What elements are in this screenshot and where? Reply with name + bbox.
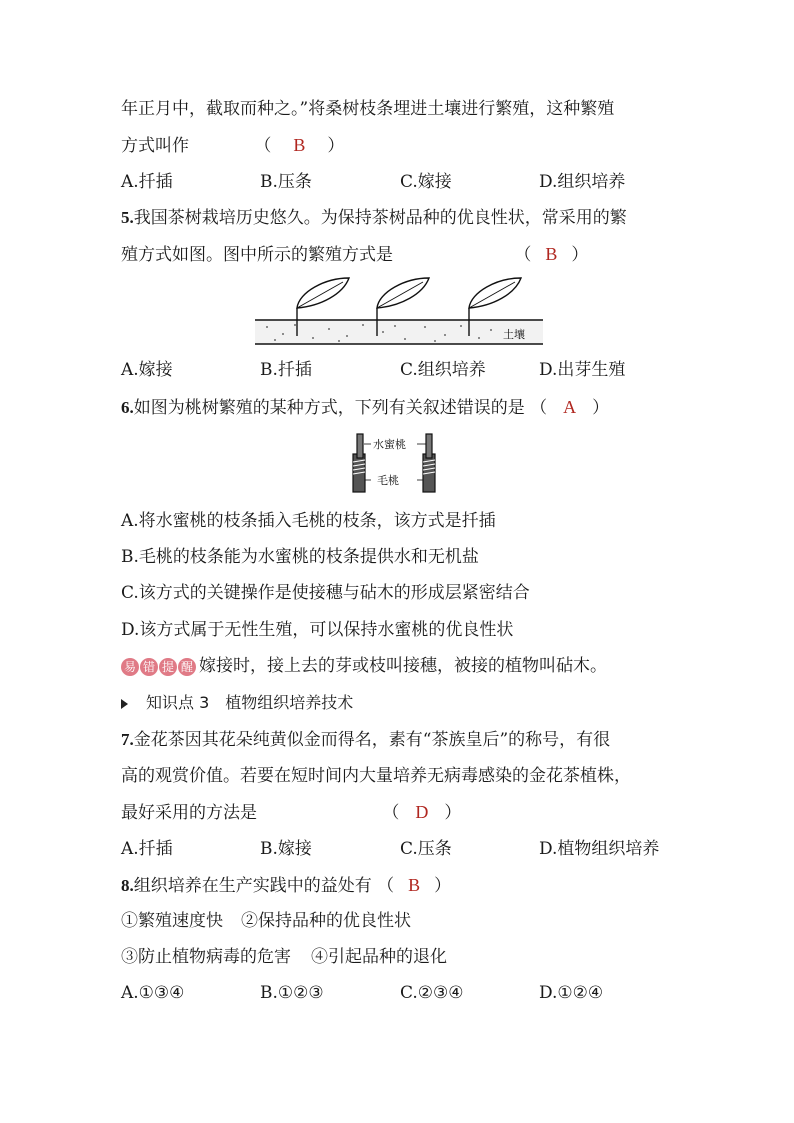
q4-answer: B: [293, 135, 306, 155]
q8-stem: 组织培养在生产实践中的益处有: [133, 876, 372, 896]
q5-option-c: C.组织培养: [400, 360, 486, 380]
q4-text-line-1: 年正月中，截取而种之。”将桑树枝条埋进土壤进行繁殖，这种繁殖: [121, 99, 615, 119]
rootstock-label: 毛桃: [377, 474, 399, 487]
q6-text-line-1: 6.如图为桃树繁殖的某种方式，下列有关叙述错误的是 （ A ）: [121, 397, 610, 418]
q7-number: 7.: [121, 730, 134, 749]
q7-text-line-2: 高的观赏价值。若要在短时间内大量培养无病毒感染的金花茶植株，: [121, 766, 631, 786]
triangle-bullet-icon: [121, 699, 128, 709]
q5-option-d: D.出芽生殖: [539, 360, 626, 380]
grafting-figure: [347, 430, 443, 496]
q4-option-b: B.压条: [260, 172, 312, 192]
q7-option-b: B.嫁接: [260, 839, 312, 859]
scion-label: 水蜜桃: [373, 438, 406, 451]
q4-text-line-2: 方式叫作 （ B ）: [121, 135, 345, 156]
q8-item-3: ③防止植物病毒的危害: [121, 947, 291, 967]
q7-stem-3: 最好采用的方法是: [121, 803, 257, 823]
q7-option-c: C.压条: [400, 839, 452, 859]
q5-option-a: A.嫁接: [121, 360, 173, 380]
q7-text-line-1: [121, 728, 610, 752]
q6-option-b: B.毛桃的枝条能为水蜜桃的枝条提供水和无机盐: [121, 547, 479, 567]
tip-badge: 易 错 提 醒: [121, 658, 197, 676]
q8-item-4: ④引起品种的退化: [311, 947, 447, 967]
q8-items-line-2: [121, 945, 447, 969]
q6-number: 6.: [121, 398, 134, 417]
q8-option-d: D.①②④: [539, 983, 604, 1003]
q7-option-d: D.植物组织培养: [539, 839, 660, 859]
error-tip: [121, 654, 607, 678]
q6-option-a: A.将水蜜桃的枝条插入毛桃的枝条，该方式是扦插: [121, 511, 496, 531]
q6-answer: A: [563, 397, 577, 417]
q7-answer: D: [415, 802, 429, 822]
q8-answer: B: [408, 875, 421, 895]
q8-option-b: B.①②③: [260, 983, 324, 1003]
section-label: 知识点 3: [146, 693, 210, 712]
q4-option-d: D.组织培养: [539, 172, 626, 192]
q7-option-a: A.扦插: [121, 839, 173, 859]
q4-stem-end: 方式叫作: [121, 136, 189, 156]
q8-options: [121, 981, 681, 1005]
section-header: [121, 691, 353, 715]
q4-option-a: A.扦插: [121, 172, 173, 192]
q4-options: [121, 170, 681, 194]
q8-item-2: ②保持品种的优良性状: [241, 911, 411, 931]
q5-number: 5.: [121, 208, 134, 227]
q5-stem-1: 我国茶树栽培历史悠久。为保持茶树品种的优良性状，常采用的繁: [133, 208, 627, 228]
section-title: 植物组织培养技术: [225, 693, 354, 712]
q4-option-c: C.嫁接: [400, 172, 452, 192]
q6-stem: 如图为桃树繁殖的某种方式，下列有关叙述错误的是: [133, 398, 525, 418]
q5-text-line-1: [121, 206, 627, 230]
q5-text-line-2: 殖方式如图。图中所示的繁殖方式是 （ B ）: [121, 244, 589, 265]
q7-text-line-3: 最好采用的方法是 （ D ）: [121, 802, 462, 823]
cutting-figure: [255, 272, 545, 346]
q8-option-c: C.②③④: [400, 983, 464, 1003]
q8-option-a: A.①③④: [121, 983, 185, 1003]
q7-stem-1: 金花茶因其花朵纯黄似金而得名，素有“茶族皇后”的称号，有很: [133, 730, 611, 750]
q5-option-b: B.扦插: [260, 360, 312, 380]
q8-items-line-1: [121, 909, 411, 933]
q6-option-d: D.该方式属于无性生殖，可以保持水蜜桃的优良性状: [121, 620, 514, 640]
q8-number: 8.: [121, 876, 134, 895]
q8-item-1: ①繁殖速度快: [121, 911, 223, 931]
q7-options: [121, 837, 681, 861]
q5-answer: B: [545, 244, 558, 264]
q5-stem-2: 殖方式如图。图中所示的繁殖方式是: [121, 245, 393, 265]
q6-option-c: C.该方式的关键操作是使接穗与砧木的形成层紧密结合: [121, 583, 530, 603]
soil-label: 土壤: [503, 328, 525, 341]
tip-text: 嫁接时，接上去的芽或枝叫接穗，被接的植物叫砧木。: [199, 656, 607, 676]
q8-text-line-1: 8.组织培养在生产实践中的益处有 （ B ）: [121, 875, 452, 896]
q5-options: [121, 358, 681, 382]
